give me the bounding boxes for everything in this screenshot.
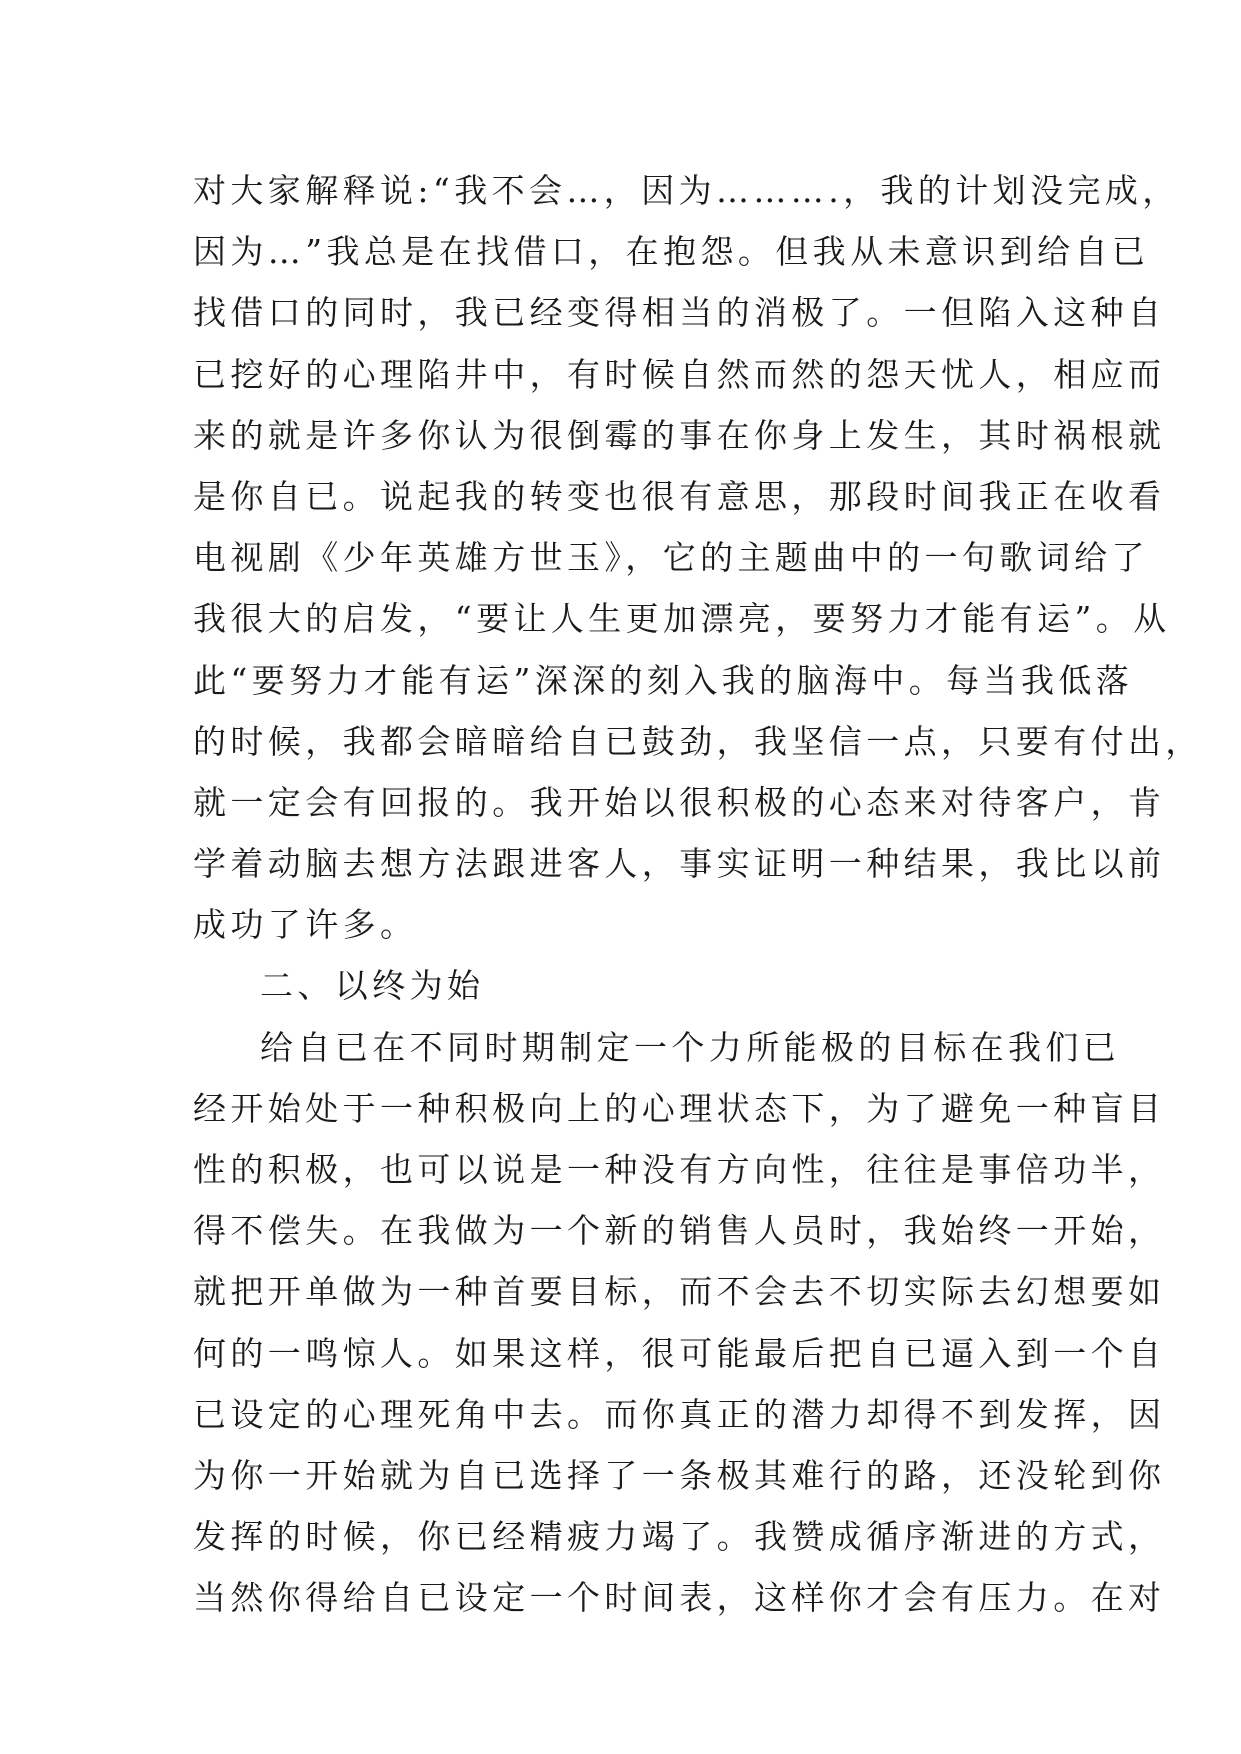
text-line: 学着动脑去想方法跟进客人，事实证明一种结果，我比以前 (193, 844, 1166, 884)
text-line: 当然你得给自已设定一个时间表，这样你才会有压力。在对 (193, 1578, 1166, 1618)
text-line: 找借口的同时，我已经变得相当的消极了。一但陷入这种自 (193, 293, 1166, 333)
text-line: 对大家解释说:“我不会…，因为……….，我的计划没完成， (193, 171, 1180, 210)
text-line: 发挥的时候，你已经精疲力竭了。我赞成循序渐进的方式， (193, 1517, 1166, 1557)
text-line: 已挖好的心理陷井中，有时候自然而然的怨天忧人，相应而 (193, 354, 1166, 394)
text-line: 何的一鸣惊人。如果这样，很可能最后把自已逼入到一个自 (193, 1333, 1166, 1373)
section-heading: 二、以终为始 (260, 966, 485, 1006)
text-line: 就把开单做为一种首要目标，而不会去不切实际去幻想要如 (193, 1272, 1166, 1312)
body-text (193, 160, 1203, 1629)
text-line: 此“要努力才能有运”深深的刻入我的脑海中。每当我低落 (193, 660, 1134, 700)
text-line: 给自已在不同时期制定一个力所能极的目标在我们已 (260, 1027, 1121, 1067)
text-line: 的时候，我都会暗暗给自已鼓劲，我坚信一点，只要有付出， (193, 721, 1203, 761)
text-line: 已设定的心理死角中去。而你真正的潜力却得不到发挥，因 (193, 1394, 1166, 1434)
text-line: 电视剧《少年英雄方世玉》，它的主题曲中的一句歌词给了 (193, 538, 1149, 578)
text-line: 就一定会有回报的。我开始以很积极的心态来对待客户，肯 (193, 782, 1166, 822)
text-line: 我很大的启发，“要让人生更加漂亮，要努力才能有运”。从 (193, 599, 1171, 639)
text-line: 为你一开始就为自已选择了一条极其难行的路，还没轮到你 (193, 1455, 1166, 1495)
text-line: 得不偿失。在我做为一个新的销售人员时，我始终一开始， (193, 1211, 1166, 1251)
text-line: 是你自已。说起我的转变也很有意思，那段时间我正在收看 (193, 476, 1166, 516)
text-line: 性的积极，也可以说是一种没有方向性，往往是事倍功半， (193, 1150, 1166, 1189)
text-line: 因为…”我总是在找借口，在抱怨。但我从未意识到给自已 (193, 232, 1150, 272)
text-line: 来的就是许多你认为很倒霉的事在你身上发生，其时祸根就 (193, 415, 1166, 455)
text-line: 成功了许多。 (193, 905, 418, 945)
text-line: 经开始处于一种积极向上的心理状态下，为了避免一种盲目 (193, 1088, 1166, 1128)
